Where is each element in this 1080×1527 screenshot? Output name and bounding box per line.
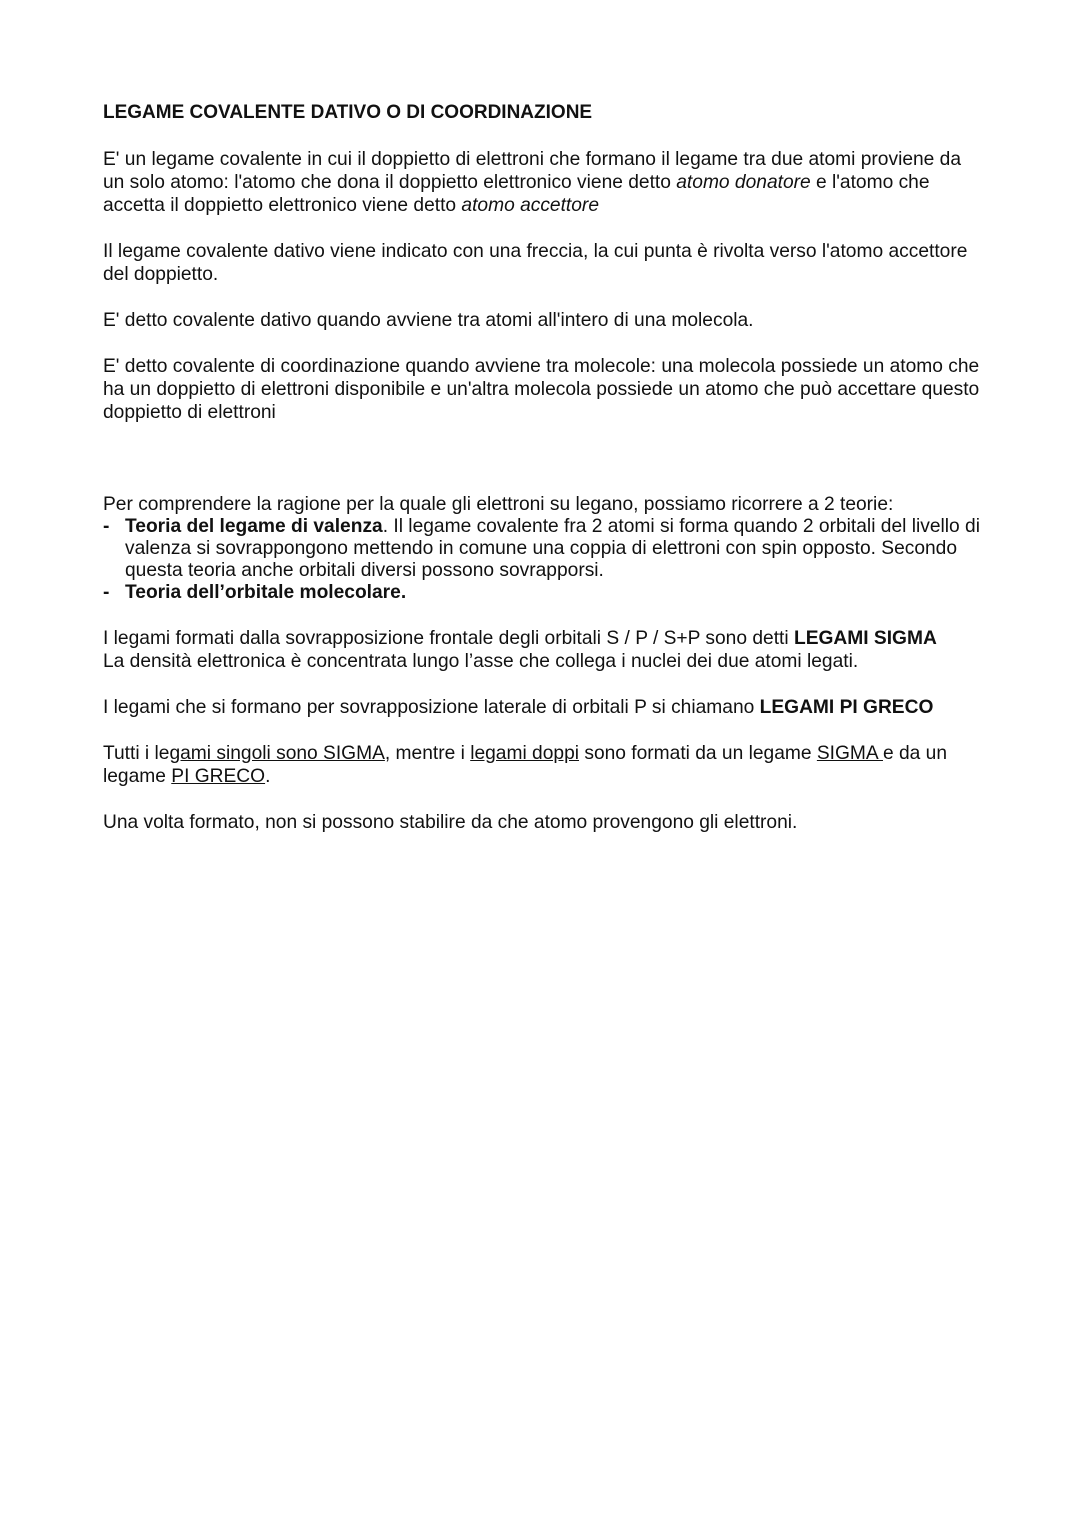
theories-list: [103, 516, 983, 604]
dash-bullet: -: [103, 582, 110, 603]
definition-text-a: E' un legame covalente in cui il doppietto di elettroni che formano il legame tra due atomi proviene da un solo atomo: l'atomo che dona il doppietto elettronico viene detto: [103, 149, 962, 193]
underlined-pi-greco: PI GRECO: [171, 766, 266, 787]
term-acceptor: atomo accettore: [461, 195, 599, 216]
document-page: [103, 101, 983, 857]
list-item-molecular-orbital-theory: [103, 582, 983, 604]
pi-text: I legami che si formano per sovrapposizione laterale di orbitali P si chiamano: [103, 697, 760, 718]
underlined-sigma: SIGMA: [816, 743, 883, 764]
paragraph-theories-intro: Per comprendere la ragione per la quale gli elettroni su legano, possiamo ricorrere a 2 teorie:: [103, 494, 894, 515]
underlined-single-bonds: gami singoli sono SIGMA: [169, 743, 385, 764]
dash-bullet: -: [103, 516, 110, 537]
paragraph-sigma: [103, 627, 983, 650]
page-title: LEGAME COVALENTE DATIVO O DI COORDINAZIONE: [103, 102, 593, 123]
definition-text-b: e l'atomo che accetta il doppietto elettronico viene detto: [103, 172, 930, 216]
pi-term: LEGAMI PI GRECO: [759, 697, 934, 718]
bonds-text-2: , mentre i: [384, 743, 471, 764]
paragraph-arrow-notation: Il legame covalente dativo viene indicato con una freccia, la cui punta è rivolta verso l'atomo accettore del doppietto.: [103, 241, 968, 285]
bonds-text-5: .: [265, 766, 271, 787]
sigma-text: I legami formati dalla sovrapposizione frontale degli orbitali S / P / S+P sono detti: [103, 628, 794, 649]
paragraph-definition: [103, 148, 983, 217]
bonds-text-1: Tutti i le: [103, 743, 170, 764]
sigma-term: LEGAMI SIGMA: [793, 628, 937, 649]
bonds-text-4: e da un legame: [103, 743, 948, 787]
paragraph-pi: [103, 696, 983, 719]
paragraph-coordination: E' detto covalente di coordinazione quando avviene tra molecole: una molecola possiede un atomo che ha un doppietto di elettroni disponibile e un'altra molecola possiede un atomo che può accettare questo doppietto di elettroni: [103, 356, 980, 423]
underlined-double-bonds: legami doppi: [470, 743, 580, 764]
bonds-text-3: sono formati da un legame: [579, 743, 817, 764]
paragraph-final: Una volta formato, non si possono stabilire da che atomo provengono gli elettroni.: [103, 812, 798, 833]
spacer: [103, 447, 983, 493]
term-donor: atomo donatore: [676, 172, 811, 193]
valence-theory-text: . Il legame covalente fra 2 atomi si forma quando 2 orbitali del livello di valenza si sovrappongono mettendo in comune una coppia di elettroni con spin opposto. Secondo questa teoria anche orbitali diversi possono sovrapporsi.: [125, 516, 980, 581]
molecular-orbital-theory-title: Teoria dell’orbitale molecolare.: [125, 582, 407, 603]
list-item-valence-theory: [103, 516, 983, 582]
paragraph-sigma-density: La densità elettronica è concentrata lungo l’asse che collega i nuclei dei due atomi legati.: [103, 651, 859, 672]
valence-theory-title: Teoria del legame di valenza: [125, 516, 383, 537]
paragraph-single-double-bonds: [103, 742, 983, 788]
paragraph-dative: E' detto covalente dativo quando avviene tra atomi all'intero di una molecola.: [103, 310, 754, 331]
